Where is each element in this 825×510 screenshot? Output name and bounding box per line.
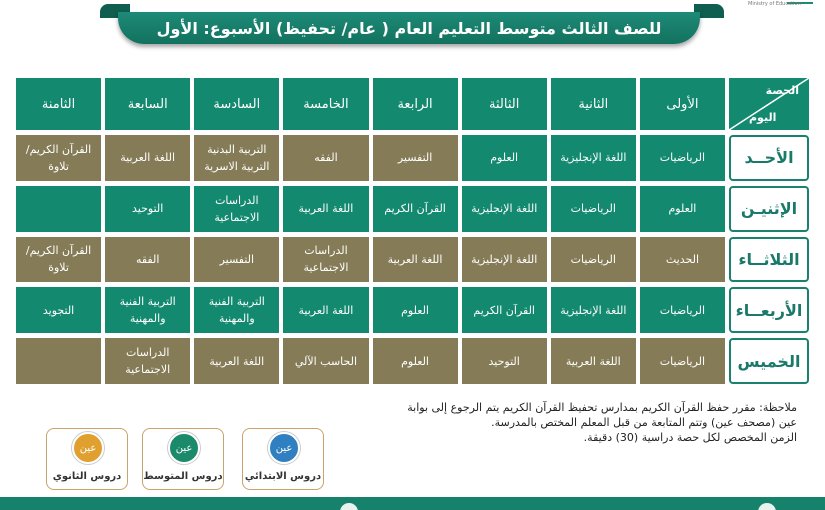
elementary-lessons-badge[interactable]: [242, 428, 324, 490]
subject-cell: [462, 237, 547, 283]
schedule-body: [16, 135, 809, 384]
subject-text: الاجتماعية: [125, 363, 171, 377]
subject-text: الدراسات: [125, 346, 170, 360]
subject-cell: [16, 186, 101, 232]
period-header: الثانية: [551, 78, 636, 130]
subject-text: العلوم: [401, 303, 429, 317]
note-line: الزمن المخصص لكل حصة دراسية (30) دقيقة.: [583, 431, 797, 444]
period-header: الخامسة: [283, 78, 368, 130]
subject-cell: [16, 237, 101, 283]
subject-text: التربية البدنية: [207, 142, 267, 156]
schedule-row: [16, 338, 809, 384]
note-line: ملاحظة: مقرر حفظ القرآن الكريم بمدارس تحفيظ القرآن الكريم يتم الرجوع إلى بوابة: [407, 401, 797, 414]
schedule-row: [16, 287, 809, 333]
corner-day-label: اليوم: [749, 111, 777, 124]
notes: [377, 400, 797, 445]
intermediate-lessons-badge[interactable]: [142, 428, 224, 490]
schedule-row: [16, 186, 809, 232]
subject-cell: [462, 186, 547, 232]
subject-text: اللغة العربية: [298, 303, 354, 317]
subject-text: الرياضيات: [570, 202, 616, 216]
subject-text: اللغة العربية: [565, 354, 621, 368]
subject-text: اللغة العربية: [120, 151, 176, 165]
schedule-table: [12, 73, 813, 389]
secondary-lessons-badge[interactable]: [46, 428, 128, 490]
ein-logo-icon: عين: [72, 432, 104, 464]
subject-cell: [283, 237, 368, 283]
note-line: عين (مصحف عين) وتتم المتابعة من قبل المعلم المختص بالمدرسة.: [491, 416, 797, 429]
subject-text: التربية الاسرية: [204, 159, 270, 173]
period-header: السابعة: [105, 78, 190, 130]
subject-cell: [283, 338, 368, 384]
subject-text: العلوم: [668, 202, 697, 216]
subject-cell: [640, 237, 725, 283]
subject-text: اللغة الإنجليزية: [560, 151, 627, 165]
subject-cell: [194, 287, 279, 333]
subject-text: والمهنية: [218, 312, 255, 326]
subject-cell: [16, 287, 101, 333]
page-title: للصف الثالث متوسط التعليم العام ( عام/ تحفيظ) الأسبوع: الأول: [118, 12, 700, 44]
subject-cell: [640, 287, 725, 333]
schedule-row: [16, 237, 809, 283]
subject-text: الفقه: [314, 151, 338, 165]
subject-text: الرياضيات: [659, 354, 706, 368]
subject-cell: [194, 237, 279, 283]
subject-cell: [16, 135, 101, 181]
subject-cell: [105, 287, 190, 333]
subject-cell: [105, 186, 190, 232]
day-label: الخميس: [729, 338, 809, 384]
schedule-row: [16, 135, 809, 181]
period-header: الرابعة: [373, 78, 458, 130]
subject-text: اللغة العربية: [209, 354, 265, 368]
subject-cell: [105, 338, 190, 384]
subject-text: اللغة الإنجليزية: [560, 303, 627, 317]
subject-text: تلاوة: [48, 159, 69, 173]
subject-cell: [373, 237, 458, 283]
subject-cell: [551, 237, 636, 283]
day-label: الأحــد: [729, 135, 809, 181]
subject-text: القرآن الكريم/: [25, 244, 92, 258]
subject-text: العلوم: [401, 354, 429, 368]
subject-text: الحاسب الآلي: [294, 354, 358, 368]
subject-text: الدراسات: [304, 244, 348, 258]
subject-cell: [373, 338, 458, 384]
subject-cell: [462, 135, 547, 181]
subject-cell: [640, 135, 725, 181]
subject-text: القرآن الكريم/: [25, 142, 92, 156]
subject-text: اللغة الإنجليزية: [471, 202, 538, 216]
subject-text: الحديث: [665, 252, 700, 266]
header-row: [16, 78, 809, 130]
subject-cell: [283, 135, 368, 181]
ein-logo-icon: عين: [268, 432, 300, 464]
subject-text: القرآن الكريم: [473, 303, 535, 317]
subject-cell: [551, 186, 636, 232]
subject-text: الاجتماعية: [303, 261, 349, 275]
period-header: الثالثة: [462, 78, 547, 130]
corner-header: [729, 78, 809, 130]
subject-cell: [194, 135, 279, 181]
badge-label: دروس الثانوي: [52, 471, 122, 482]
subject-text: تلاوة: [48, 261, 69, 275]
period-header: الثامنة: [16, 78, 101, 130]
subject-cell: [283, 186, 368, 232]
subject-text: التوحيد: [132, 202, 164, 216]
ministry-caption: Ministry of Education: [748, 1, 801, 7]
corner-period-label: الحصة: [765, 84, 799, 97]
footer-bar: [0, 497, 825, 510]
subject-text: اللغة العربية: [387, 252, 443, 266]
subject-text: التجويد: [42, 303, 75, 317]
period-header: الأولى: [640, 78, 725, 130]
subject-cell: [373, 135, 458, 181]
subject-text: الرياضيات: [659, 151, 706, 165]
subject-text: الفقه: [135, 252, 160, 266]
period-header: السادسة: [194, 78, 279, 130]
subject-cell: [105, 135, 190, 181]
subject-cell: [462, 338, 547, 384]
subject-text: الدراسات: [215, 193, 259, 207]
subject-text: التربية الفنية: [208, 295, 265, 309]
day-label: الإثنيـن: [729, 186, 809, 232]
ein-logo-icon: عين: [168, 432, 200, 464]
subject-cell: [194, 338, 279, 384]
subject-text: التوحيد: [488, 354, 520, 368]
subject-cell: [462, 287, 547, 333]
subject-text: التربية الفنية: [119, 295, 176, 309]
subject-cell: [16, 338, 101, 384]
day-label: الثلاثــاء: [729, 237, 809, 283]
subject-cell: [373, 186, 458, 232]
subject-text: العلوم: [490, 151, 519, 165]
subject-text: التفسير: [397, 151, 433, 165]
subject-text: والمهنية: [129, 312, 166, 326]
day-label: الأربعــاء: [729, 287, 809, 333]
subject-cell: [283, 287, 368, 333]
badge-label: دروس المتوسط: [143, 471, 223, 482]
subject-text: اللغة الإنجليزية: [471, 252, 538, 266]
subject-cell: [551, 135, 636, 181]
subject-text: الرياضيات: [570, 252, 616, 266]
subject-text: الاجتماعية: [214, 210, 260, 224]
subject-text: الرياضيات: [659, 303, 706, 317]
badge-label: دروس الابتدائي: [244, 471, 322, 482]
subject-cell: [640, 338, 725, 384]
subject-text: القرآن الكريم: [384, 202, 446, 216]
subject-cell: [640, 186, 725, 232]
subject-cell: [373, 287, 458, 333]
subject-cell: [551, 338, 636, 384]
subject-cell: [551, 287, 636, 333]
subject-cell: [105, 237, 190, 283]
subject-text: اللغة العربية: [298, 202, 354, 216]
subject-text: التفسير: [219, 252, 255, 266]
subject-cell: [194, 186, 279, 232]
